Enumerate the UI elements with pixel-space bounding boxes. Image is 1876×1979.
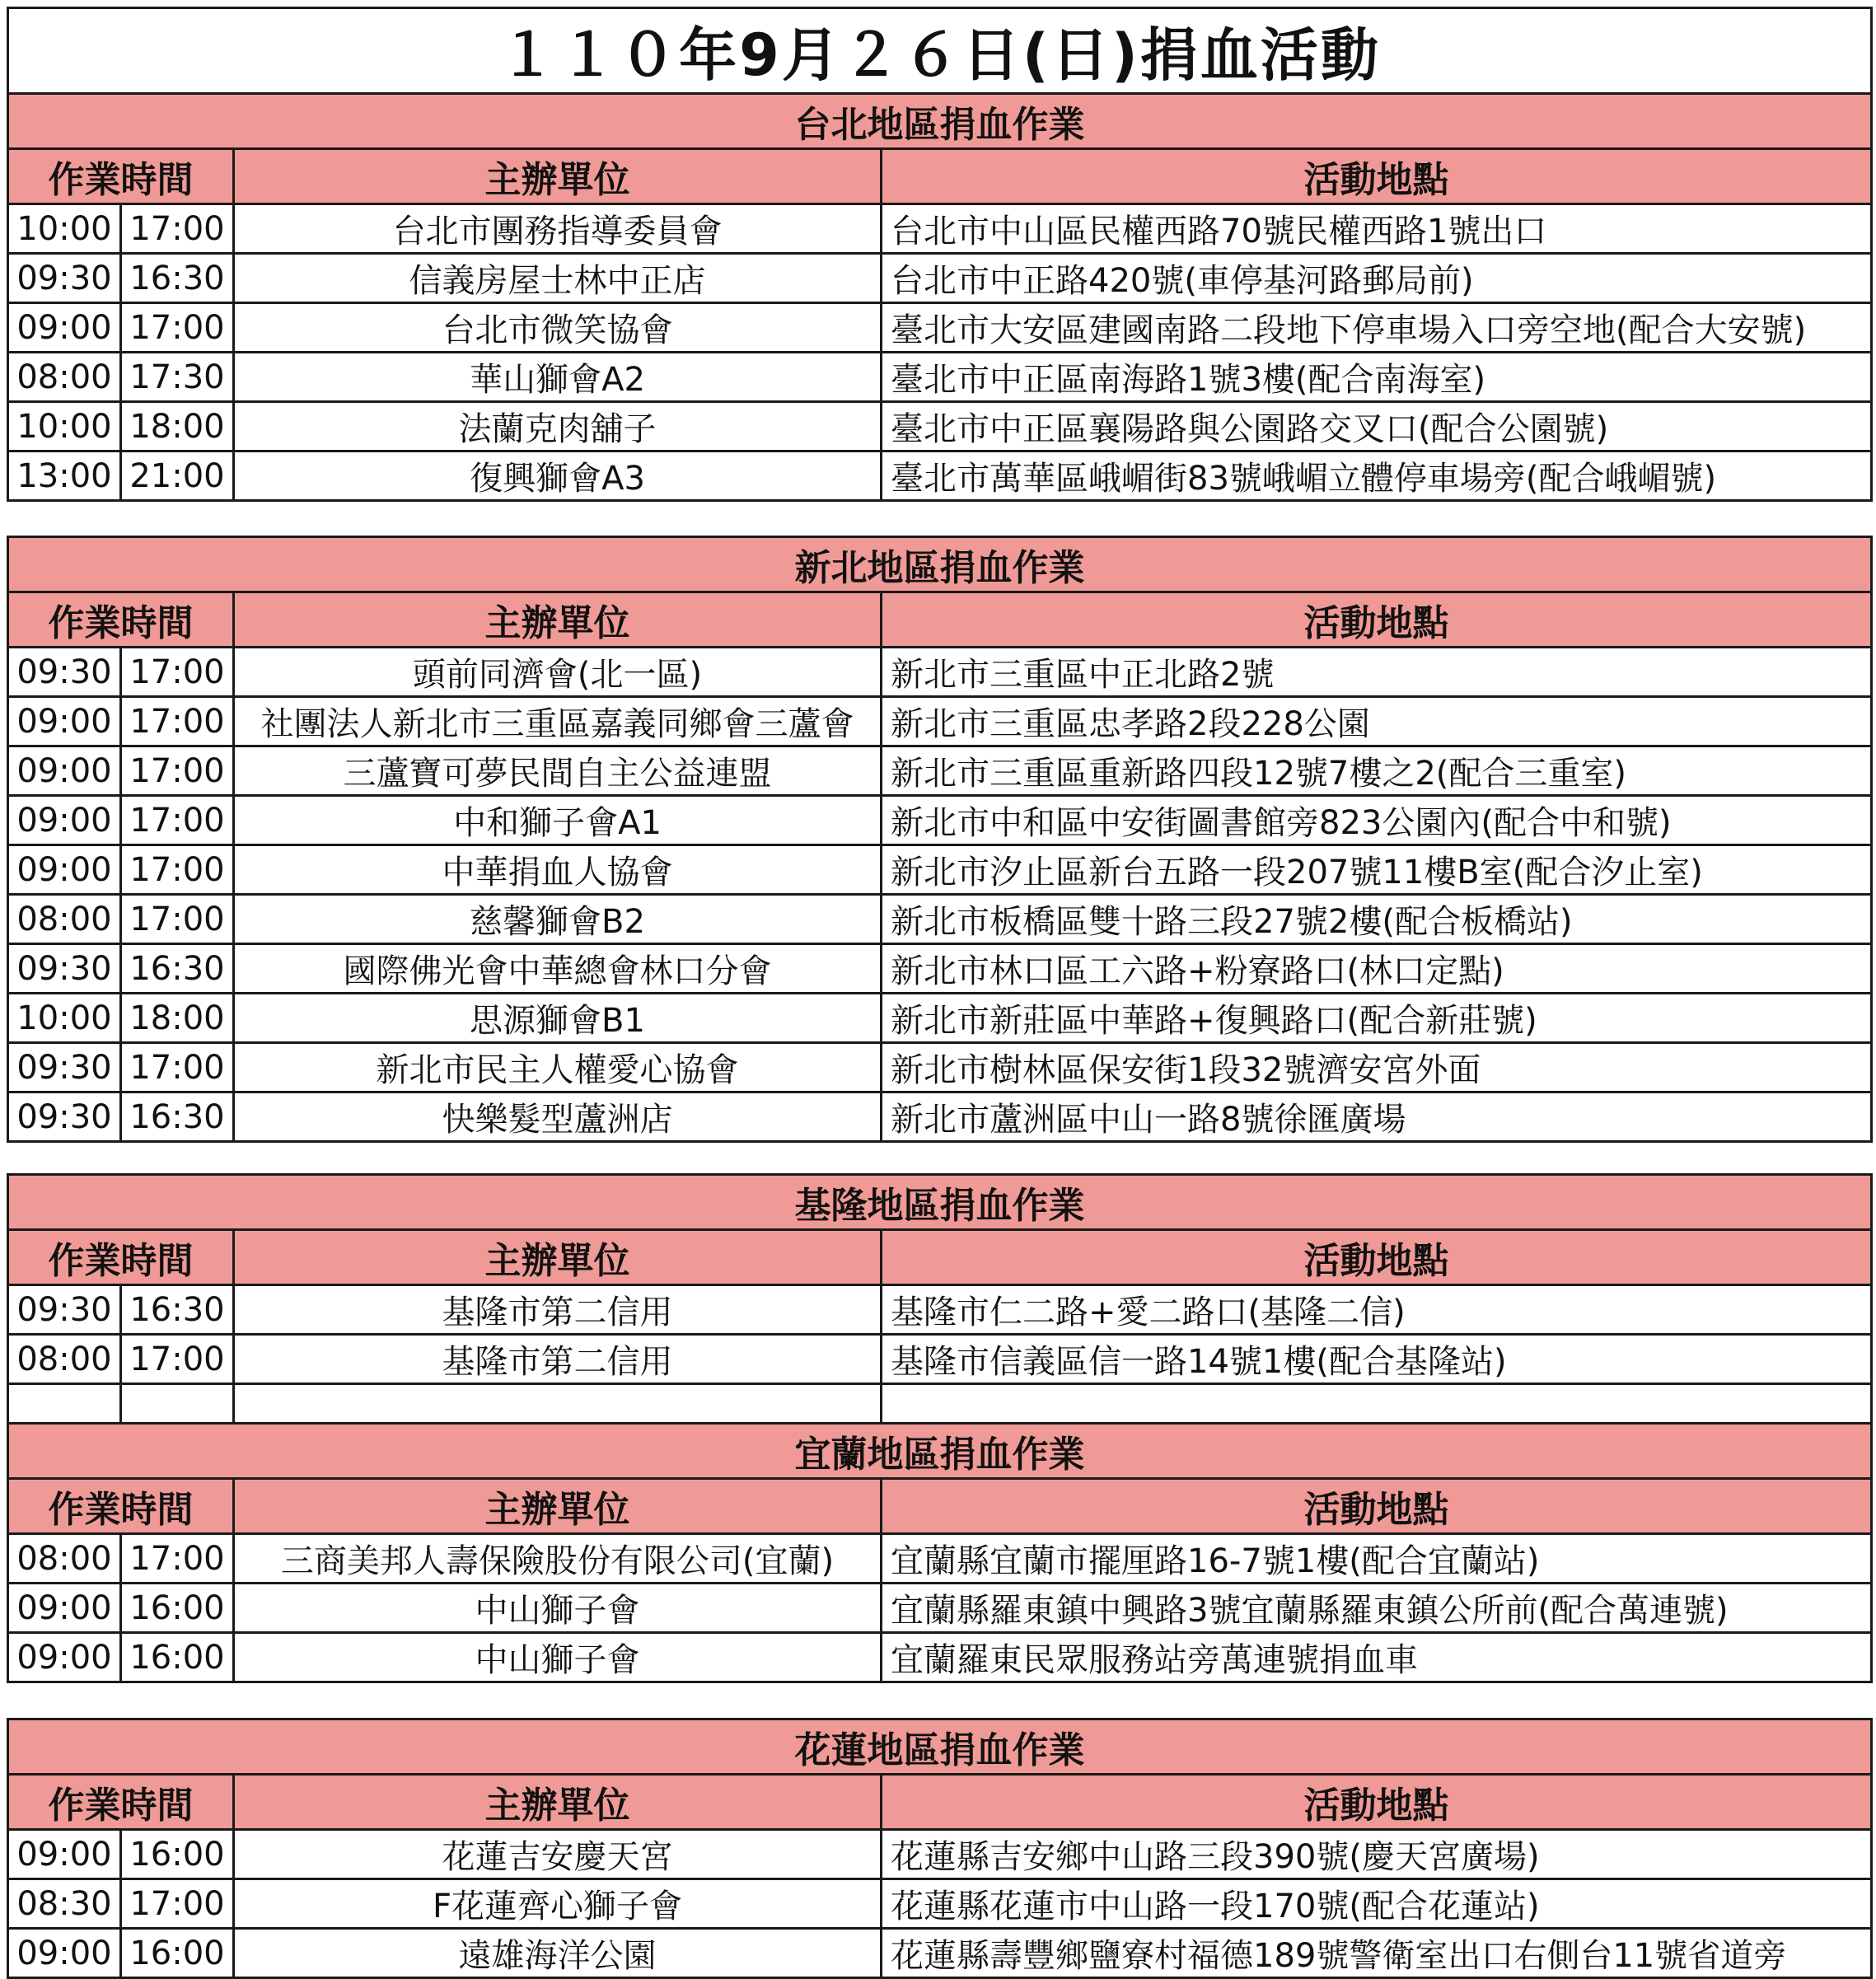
organizer-cell: 基隆市第二信用 bbox=[234, 1285, 882, 1335]
page-title: １１０年9月２６日(日)捐血活動 bbox=[8, 8, 1872, 94]
location-cell: 新北市樹林區保安街1段32號濟安宮外面 bbox=[882, 1043, 1872, 1092]
start-time: 09:00 bbox=[8, 1633, 121, 1682]
location-cell: 新北市三重區中正北路2號 bbox=[882, 648, 1872, 697]
col-header-location: 活動地點 bbox=[882, 592, 1872, 648]
table-row bbox=[8, 402, 1872, 451]
organizer-cell: 基隆市第二信用 bbox=[234, 1335, 882, 1384]
start-time: 09:30 bbox=[8, 944, 121, 994]
col-header-location: 活動地點 bbox=[882, 1775, 1872, 1830]
keelung-yilan-table bbox=[7, 1173, 1873, 1683]
location-cell: 基隆市信義區信一路14號1樓(配合基隆站) bbox=[882, 1335, 1872, 1384]
organizer-cell: 社團法人新北市三重區嘉義同鄉會三蘆會 bbox=[234, 697, 882, 746]
location-cell: 基隆市仁二路+愛二路口(基隆二信) bbox=[882, 1285, 1872, 1335]
organizer-cell: 中山獅子會 bbox=[234, 1584, 882, 1633]
location-cell: 花蓮縣花蓮市中山路一段170號(配合花蓮站) bbox=[882, 1879, 1872, 1929]
end-time: 16:30 bbox=[121, 1285, 234, 1335]
start-time: 09:00 bbox=[8, 1830, 121, 1879]
start-time: 08:00 bbox=[8, 1534, 121, 1584]
col-header-time: 作業時間 bbox=[8, 1479, 234, 1534]
start-time: 09:00 bbox=[8, 1584, 121, 1633]
empty-cell bbox=[8, 1384, 121, 1424]
location-cell: 台北市中山區民權西路70號民權西路1號出口 bbox=[882, 204, 1872, 254]
organizer-cell: F花蓮齊心獅子會 bbox=[234, 1879, 882, 1929]
section-title-keelung: 基隆地區捐血作業 bbox=[8, 1175, 1872, 1230]
start-time: 10:00 bbox=[8, 204, 121, 254]
location-cell: 臺北市中正區南海路1號3樓(配合南海室) bbox=[882, 353, 1872, 402]
table-row bbox=[8, 1043, 1872, 1092]
end-time: 17:00 bbox=[121, 1043, 234, 1092]
end-time: 17:00 bbox=[121, 1879, 234, 1929]
section-title-taipei: 台北地區捐血作業 bbox=[8, 94, 1872, 149]
start-time: 09:00 bbox=[8, 1929, 121, 1978]
end-time: 16:00 bbox=[121, 1633, 234, 1682]
start-time: 10:00 bbox=[8, 402, 121, 451]
table-row bbox=[8, 353, 1872, 402]
end-time: 17:00 bbox=[121, 697, 234, 746]
organizer-cell: 遠雄海洋公園 bbox=[234, 1929, 882, 1978]
organizer-cell: 頭前同濟會(北一區) bbox=[234, 648, 882, 697]
start-time: 08:00 bbox=[8, 353, 121, 402]
table-row bbox=[8, 944, 1872, 994]
organizer-cell: 台北市微笑協會 bbox=[234, 303, 882, 353]
empty-cell bbox=[121, 1384, 234, 1424]
table-row bbox=[8, 895, 1872, 944]
col-header-location: 活動地點 bbox=[882, 149, 1872, 204]
organizer-cell: 三商美邦人壽保險股份有限公司(宜蘭) bbox=[234, 1534, 882, 1584]
location-cell: 新北市新莊區中華路+復興路口(配合新莊號) bbox=[882, 994, 1872, 1043]
location-cell: 新北市林口區工六路+粉寮路口(林口定點) bbox=[882, 944, 1872, 994]
col-header-location: 活動地點 bbox=[882, 1479, 1872, 1534]
table-row bbox=[8, 1633, 1872, 1682]
hualien-table bbox=[7, 1718, 1873, 1979]
start-time: 09:00 bbox=[8, 746, 121, 796]
location-cell: 臺北市大安區建國南路二段地下停車場入口旁空地(配合大安號) bbox=[882, 303, 1872, 353]
table-row bbox=[8, 303, 1872, 353]
table-row bbox=[8, 254, 1872, 303]
col-header-organizer: 主辦單位 bbox=[234, 592, 882, 648]
end-time: 16:00 bbox=[121, 1830, 234, 1879]
col-header-time: 作業時間 bbox=[8, 1775, 234, 1830]
start-time: 10:00 bbox=[8, 994, 121, 1043]
col-header-time: 作業時間 bbox=[8, 149, 234, 204]
empty-cell bbox=[234, 1384, 882, 1424]
organizer-cell: 復興獅會A3 bbox=[234, 451, 882, 501]
organizer-cell: 中和獅子會A1 bbox=[234, 796, 882, 845]
col-header-time: 作業時間 bbox=[8, 1230, 234, 1285]
block-newtaipei bbox=[7, 536, 1870, 1143]
start-time: 09:00 bbox=[8, 303, 121, 353]
organizer-cell: 中華捐血人協會 bbox=[234, 845, 882, 895]
section-title-newtaipei: 新北地區捐血作業 bbox=[8, 537, 1872, 592]
start-time: 08:30 bbox=[8, 1879, 121, 1929]
end-time: 17:00 bbox=[121, 1335, 234, 1384]
organizer-cell: 台北市團務指導委員會 bbox=[234, 204, 882, 254]
table-row bbox=[8, 697, 1872, 746]
end-time: 17:00 bbox=[121, 648, 234, 697]
start-time: 08:00 bbox=[8, 1335, 121, 1384]
end-time: 17:00 bbox=[121, 746, 234, 796]
organizer-cell: 新北市民主人權愛心協會 bbox=[234, 1043, 882, 1092]
table-row bbox=[8, 1092, 1872, 1142]
location-cell: 宜蘭縣宜蘭市擺厘路16-7號1樓(配合宜蘭站) bbox=[882, 1534, 1872, 1584]
end-time: 16:30 bbox=[121, 1092, 234, 1142]
end-time: 17:00 bbox=[121, 845, 234, 895]
location-cell: 花蓮縣壽豐鄉鹽寮村福德189號警衛室出口右側台11號省道旁 bbox=[882, 1929, 1872, 1978]
organizer-cell: 三蘆寶可夢民間自主公益連盟 bbox=[234, 746, 882, 796]
organizer-cell: 花蓮吉安慶天宮 bbox=[234, 1830, 882, 1879]
end-time: 16:30 bbox=[121, 254, 234, 303]
location-cell: 新北市三重區忠孝路2段228公園 bbox=[882, 697, 1872, 746]
location-cell: 新北市板橋區雙十路三段27號2樓(配合板橋站) bbox=[882, 895, 1872, 944]
end-time: 17:00 bbox=[121, 796, 234, 845]
table-row bbox=[8, 1335, 1872, 1384]
start-time: 09:30 bbox=[8, 1043, 121, 1092]
location-cell: 新北市三重區重新路四段12號7樓之2(配合三重室) bbox=[882, 746, 1872, 796]
location-cell: 台北市中正路420號(車停基河路郵局前) bbox=[882, 254, 1872, 303]
col-header-time: 作業時間 bbox=[8, 592, 234, 648]
end-time: 17:00 bbox=[121, 204, 234, 254]
empty-cell bbox=[882, 1384, 1872, 1424]
table-row bbox=[8, 204, 1872, 254]
taipei-table bbox=[7, 7, 1873, 502]
start-time: 08:00 bbox=[8, 895, 121, 944]
table-row bbox=[8, 845, 1872, 895]
location-cell: 花蓮縣吉安鄉中山路三段390號(慶天宮廣場) bbox=[882, 1830, 1872, 1879]
location-cell: 新北市蘆洲區中山一路8號徐匯廣場 bbox=[882, 1092, 1872, 1142]
organizer-cell: 快樂髮型蘆洲店 bbox=[234, 1092, 882, 1142]
organizer-cell: 中山獅子會 bbox=[234, 1633, 882, 1682]
col-header-location: 活動地點 bbox=[882, 1230, 1872, 1285]
block-hualien bbox=[7, 1718, 1870, 1979]
end-time: 17:00 bbox=[121, 895, 234, 944]
col-header-organizer: 主辦單位 bbox=[234, 1479, 882, 1534]
end-time: 18:00 bbox=[121, 994, 234, 1043]
start-time: 09:00 bbox=[8, 796, 121, 845]
start-time: 09:30 bbox=[8, 1285, 121, 1335]
organizer-cell: 信義房屋士林中正店 bbox=[234, 254, 882, 303]
col-header-organizer: 主辦單位 bbox=[234, 1775, 882, 1830]
location-cell: 宜蘭羅東民眾服務站旁萬連號捐血車 bbox=[882, 1633, 1872, 1682]
table-row bbox=[8, 1534, 1872, 1584]
empty-row bbox=[8, 1384, 1872, 1424]
location-cell: 新北市汐止區新台五路一段207號11樓B室(配合汐止室) bbox=[882, 845, 1872, 895]
end-time: 17:00 bbox=[121, 303, 234, 353]
end-time: 16:00 bbox=[121, 1929, 234, 1978]
start-time: 09:30 bbox=[8, 254, 121, 303]
start-time: 09:30 bbox=[8, 1092, 121, 1142]
organizer-cell: 華山獅會A2 bbox=[234, 353, 882, 402]
newtaipei-table bbox=[7, 536, 1873, 1143]
col-header-organizer: 主辦單位 bbox=[234, 1230, 882, 1285]
start-time: 09:00 bbox=[8, 697, 121, 746]
start-time: 09:30 bbox=[8, 648, 121, 697]
table-row bbox=[8, 796, 1872, 845]
table-row bbox=[8, 451, 1872, 501]
table-row bbox=[8, 1830, 1872, 1879]
location-cell: 新北市中和區中安街圖書館旁823公園內(配合中和號) bbox=[882, 796, 1872, 845]
table-row bbox=[8, 648, 1872, 697]
organizer-cell: 慈馨獅會B2 bbox=[234, 895, 882, 944]
end-time: 21:00 bbox=[121, 451, 234, 501]
table-row bbox=[8, 1929, 1872, 1978]
table-row bbox=[8, 994, 1872, 1043]
table-row bbox=[8, 1584, 1872, 1633]
organizer-cell: 國際佛光會中華總會林口分會 bbox=[234, 944, 882, 994]
organizer-cell: 法蘭克肉舖子 bbox=[234, 402, 882, 451]
block-taipei bbox=[7, 7, 1870, 502]
organizer-cell: 思源獅會B1 bbox=[234, 994, 882, 1043]
end-time: 16:30 bbox=[121, 944, 234, 994]
section-title-yilan: 宜蘭地區捐血作業 bbox=[8, 1424, 1872, 1479]
end-time: 17:30 bbox=[121, 353, 234, 402]
end-time: 18:00 bbox=[121, 402, 234, 451]
location-cell: 宜蘭縣羅東鎮中興路3號宜蘭縣羅東鎮公所前(配合萬連號) bbox=[882, 1584, 1872, 1633]
end-time: 17:00 bbox=[121, 1534, 234, 1584]
table-row bbox=[8, 1285, 1872, 1335]
block-keelung-yilan bbox=[7, 1173, 1870, 1683]
section-title-hualien: 花蓮地區捐血作業 bbox=[8, 1719, 1872, 1775]
table-row bbox=[8, 746, 1872, 796]
end-time: 16:00 bbox=[121, 1584, 234, 1633]
start-time: 13:00 bbox=[8, 451, 121, 501]
location-cell: 臺北市萬華區峨嵋街83號峨嵋立體停車場旁(配合峨嵋號) bbox=[882, 451, 1872, 501]
table-row bbox=[8, 1879, 1872, 1929]
col-header-organizer: 主辦單位 bbox=[234, 149, 882, 204]
location-cell: 臺北市中正區襄陽路與公園路交叉口(配合公園號) bbox=[882, 402, 1872, 451]
start-time: 09:00 bbox=[8, 845, 121, 895]
